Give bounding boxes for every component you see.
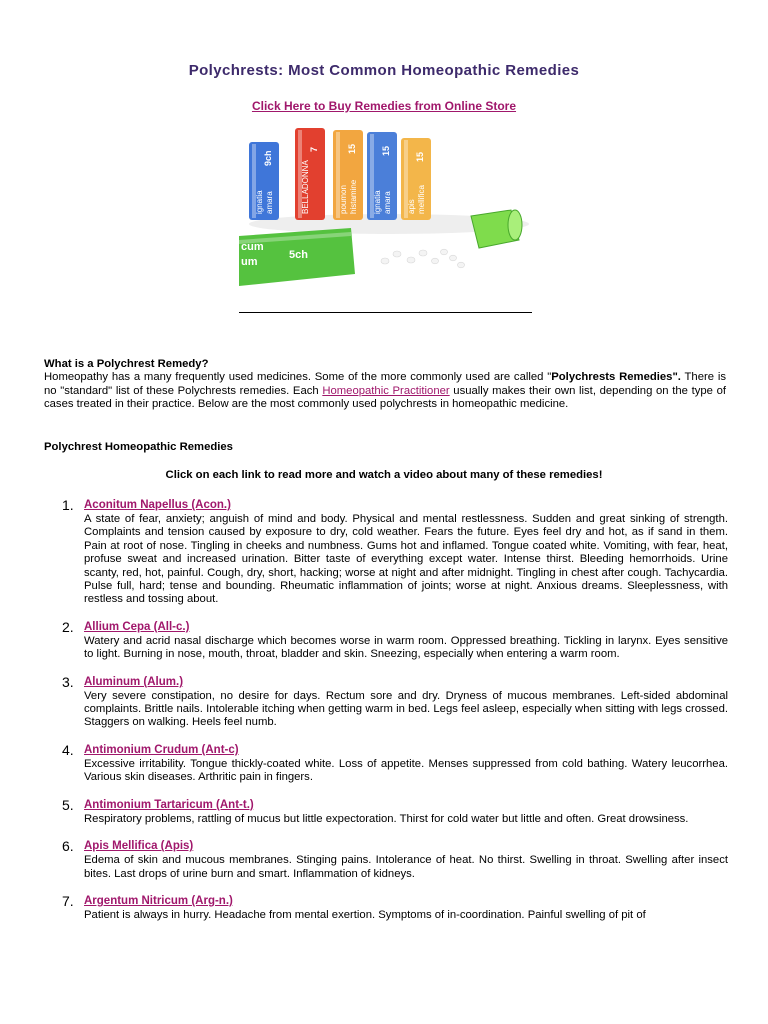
remedy-link-allium-cepa[interactable]: Allium Cepa (All-c.) <box>84 620 190 633</box>
intro-bold-term: Polychrests Remedies". <box>551 371 681 384</box>
remedy-number: 4. <box>62 741 74 758</box>
practitioner-link[interactable]: Homeopathic Practitioner <box>322 384 450 397</box>
tube-label: cum <box>241 241 264 253</box>
tube-potency: 15 <box>415 151 425 162</box>
remedy-number: 7. <box>62 892 74 909</box>
remedy-number: 6. <box>62 838 74 855</box>
remedy-tube <box>249 142 279 220</box>
remedy-link-aluminum[interactable]: Aluminum (Alum.) <box>84 675 184 688</box>
tube-label: ignatia <box>373 190 382 214</box>
remedy-link-antimonium-crudum[interactable]: Antimonium Crudum (Ant-c) <box>84 743 239 756</box>
tube-label: amara <box>265 191 274 214</box>
remedy-tube <box>295 128 325 220</box>
remedy-description: Edema of skin and mucous membranes. Stinging pains. Intolerance of heat. No thirst. Swelling in throat. Swelling after insect bites. Last drops of urine burn and smart. Inflammation of kidneys. <box>84 854 728 880</box>
remedy-number: 2. <box>62 618 74 635</box>
tube-potency: 15 <box>347 143 357 154</box>
remedy-item <box>62 838 728 881</box>
remedy-number: 3. <box>62 673 74 690</box>
remedy-number: 5. <box>62 796 74 813</box>
remedy-description: Very severe constipation, no desire for days. Rectum sore and dry. Dryness of mucous membranes. Left-sided abdominal complaints. Brittle nails. Intolerable itching when getting warm in bed. Legs feel asleep, especially when sitting with legs crossed. Staggers on walking. Heels feel numb. <box>84 689 728 729</box>
tube-potency: 5ch <box>289 249 308 261</box>
tube-label: histamine <box>349 179 358 214</box>
tube-potency: 15 <box>381 145 391 156</box>
remedy-link-antimonium-tartaricum[interactable]: Antimonium Tartaricum (Ant-t.) <box>84 798 254 811</box>
remedy-item <box>62 674 728 730</box>
intro-paragraph <box>44 371 726 411</box>
tube-label: poumon <box>339 185 348 214</box>
tube-label: mellifica <box>417 185 426 214</box>
remedy-tube <box>367 132 397 220</box>
remedy-description: Excessive irritability. Tongue thickly-coated white. Loss of appetite. Menses suppressed from cold bathing. Watery leucorrhea. Various skin diseases. Arthritic pain in fingers. <box>84 757 728 784</box>
remedy-description: A state of fear, anxiety; anguish of mind and body. Physical and mental restlessness. Sudden and great sinking of strength. Complaints and tension caused by exposure to dry, cold weather. Fears the future. Eyes feel dry and hot, as if sand in them. Pain at root of nose. Tingling in cheeks and numbness. Gums hot and inflamed. Tongue coated white. Vomiting, with fear, heat, profuse sweat and increased urination. Bitter taste of everything except water. Intense thirst. Bleeding hemorrhoids. Urine scanty, red, hot, painful. Cough, dry, short, hacking; worse at night and after midnight. Tingling in chest after cough. Tachycardia. Pulse full, hard; tense and bounding. Rheumatic inflammation of joints; worse at night. Anxious dreams. Sleeplessness, with restless and tossing about. <box>84 513 728 606</box>
tube-label: um <box>241 256 258 268</box>
remedy-tube <box>333 130 363 220</box>
intro-text-1: Homeopathy has a many frequently used medicines. Some of the more commonly used are called " <box>44 371 552 384</box>
tube-label: ignatia <box>255 190 264 214</box>
remedy-list <box>62 497 728 934</box>
remedy-description: Watery and acrid nasal discharge which becomes worse in warm room. Oppressed breathing. Tickling in larynx. Eyes sensitive to light. Burning in nose, mouth, throat, bladder and skin. Sneezing, especially when entering a warm room. <box>84 634 728 661</box>
buy-remedies-link[interactable]: Click Here to Buy Remedies from Online Store <box>251 99 517 113</box>
intro-heading: What is a Polychrest Remedy? <box>44 358 209 370</box>
remedy-tube <box>401 138 431 220</box>
tube-label: amara <box>383 191 392 214</box>
remedy-item <box>62 742 728 785</box>
remedy-item <box>62 619 728 662</box>
tube-label: apis <box>407 199 416 214</box>
remedy-link-argentum-nitricum[interactable]: Argentum Nitricum (Arg-n.) <box>84 894 233 907</box>
remedy-description: Patient is always in hurry. Headache from mental exertion. Symptoms of in-coordination. Painful swelling of pit of <box>84 908 646 921</box>
photo-divider <box>239 312 532 313</box>
tube-potency: 9ch <box>263 150 273 166</box>
intro-text-3: usually makes their own list, depending on the type of cases treated in their practice. Below are the most commonly used polychrests in homeopathic medicine. <box>44 384 726 411</box>
tube-potency: 7 <box>309 146 319 152</box>
tube-label: BELLADONNA <box>301 160 310 214</box>
remedy-item <box>62 797 728 826</box>
remedy-link-apis-mellifica[interactable]: Apis Mellifica (Apis) <box>84 840 194 853</box>
intro-text-2: There is no "standard" list of these Polychrests remedies. Each <box>44 371 726 397</box>
remedy-tubes-photo <box>239 124 533 310</box>
section-heading: Polychrest Homeopathic Remedies <box>44 441 233 453</box>
page-title: Polychrests: Most Common Homeopathic Remedies <box>188 62 580 79</box>
intro-section <box>44 358 726 412</box>
instruction-text: Click on each link to read more and watch a video about many of these remedies! <box>165 469 603 481</box>
remedy-item <box>62 497 728 607</box>
remedy-number: 1. <box>62 497 74 513</box>
remedy-item <box>62 893 728 922</box>
remedy-description: Respiratory problems, rattling of mucus but little expectoration. Thirst for cold water but little and often. Great drowsiness. <box>84 812 689 825</box>
remedy-link-aconitum[interactable]: Aconitum Napellus (Acon.) <box>84 499 231 511</box>
